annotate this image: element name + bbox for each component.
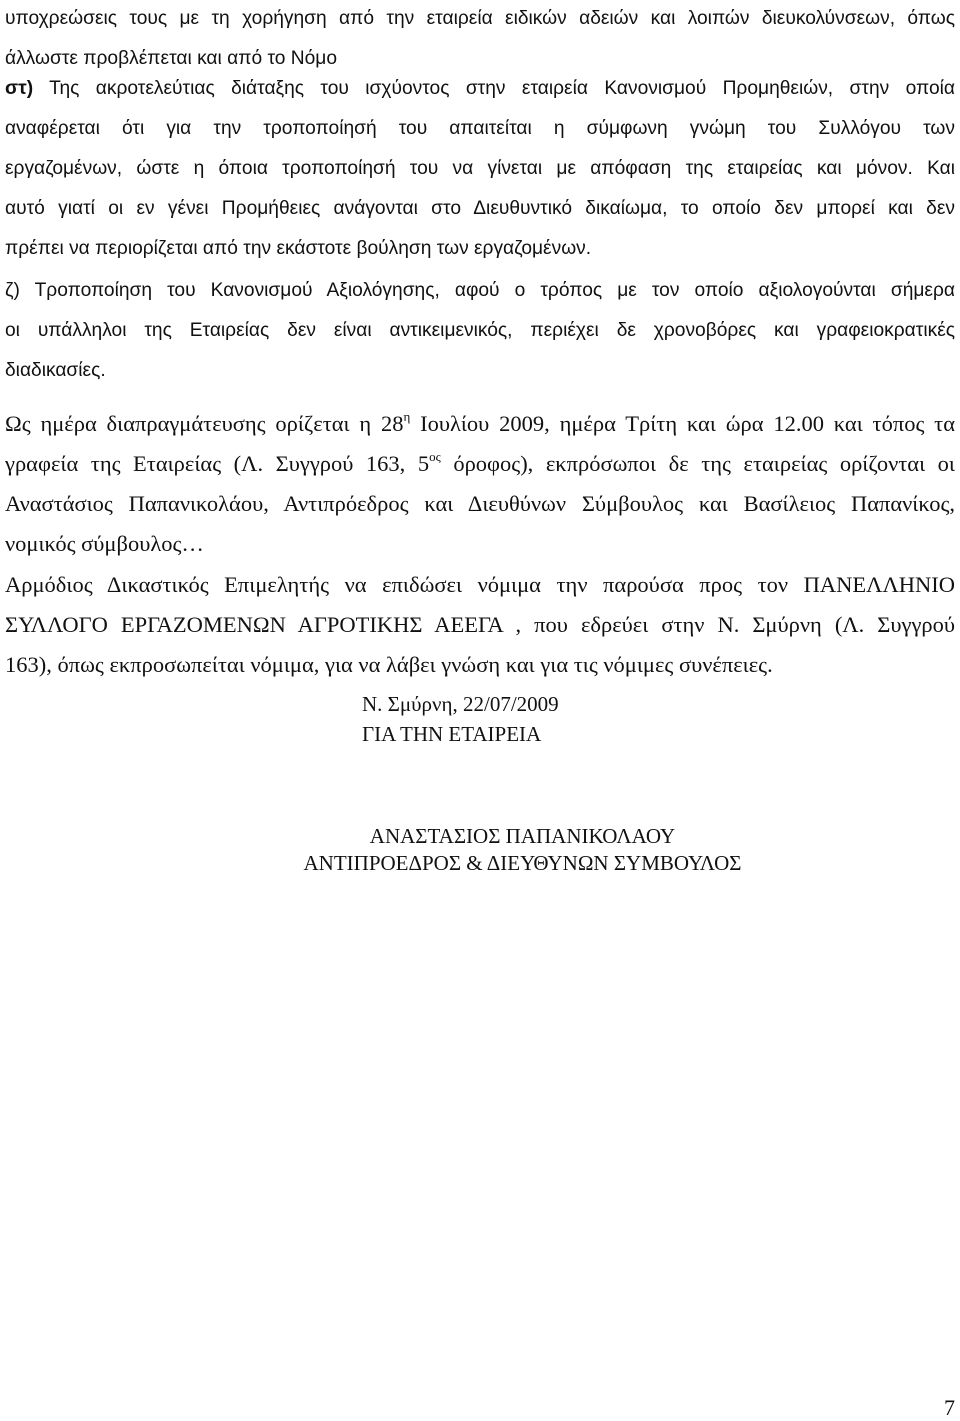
text-line: Αρμόδιος Δικαστικός Επιμελητής να επιδώσει νόμιμα την παρούσα προς τον ΠΑΝΕΛΛΗΝΙΟ [5,572,955,597]
paragraph-item-st [5,69,955,269]
text-line: ζ) Τροποποίηση του Κανονισμού Αξιολόγησης, αφού ο τρόπος με τον οποίο αξιολογούνται σήμερα [5,280,955,301]
paragraph-obligations-continued [5,0,955,79]
paragraph-item-z [5,271,955,391]
signatory-name: ΑΝΑΣΤΑΣΙΟΣ ΠΑΠΑΝΙΚΟΛΑΟΥ [369,824,676,848]
for-company: ΓΙΑ ΤΗΝ ΕΤΑΙΡΕΙΑ [362,722,542,746]
place-date: Ν. Σμύρνη, 22/07/2009 [362,692,559,716]
text-line: Αναστάσιος Παπανικολάου, Αντιπρόεδρος και Διευθύνων Σύμβουλος και Βασίλειος Παπανίκος, [5,491,955,516]
text-line: στ) Της ακροτελεύτιας διάταξης του ισχύοντος στην εταιρεία Κανονισμού Προμηθειών, στην οποία [5,78,955,99]
paragraph-negotiation-date [5,404,955,564]
page-number: 7 [944,1395,955,1420]
text-line: διαδικασίες. [5,360,106,381]
text-line: αυτό γιατί οι εν γένει Προμήθειες ανάγονται στο Διευθυντικό δικαίωμα, το οποίο δεν μπορεί και δεν [5,198,955,219]
signatory-title: ΑΝΤΙΠΡΟΕΔΡΟΣ & ΔΙΕΥΘΥΝΩΝ ΣΥΜΒΟΥΛΟΣ [303,851,742,875]
text-line: Ως ημέρα διαπραγμάτευσης ορίζεται η $28^\eta$ Ιουλίου 2009, ημέρα Τρίτη και ώρα 12.00 και τόπος τα [5,409,955,436]
text-line: ΣΥΛΛΟΓΟ ΕΡΓΑΖΟΜΕΝΩΝ ΑΓΡΟΤΙΚΗΣ ΑΕΕΓΑ , που εδρεύει στην Ν. Σμύρνη (Λ. Συγγρού [5,612,955,637]
closing-block [362,689,559,749]
text-line: 163), όπως εκπροσωπείται νόμιμα, για να λάβει γνώση και για τις νόμιμες συνέπειες. [5,652,773,677]
text-line: άλλωστε προβλέπεται και από το Νόμο [5,48,338,69]
text-line: πρέπει να περιορίζεται από την εκάστοτε βούληση των εργαζομένων. [5,238,592,259]
text-line: εργαζομένων, ώστε η όποια τροποποίησή του να γίνεται με απόφαση της εταιρείας και μόνον. Και [5,158,955,179]
text-line: νομικός σύμβουλος… [5,531,204,556]
item-label-st: στ) [5,78,34,99]
text-line: υποχρεώσεις τους με τη χορήγηση από την εταιρεία ειδικών αδειών και λοιπών διευκολύνσεων, όπως [5,8,955,29]
signature-block [0,823,960,877]
paragraph-bailiff [5,565,955,685]
text-line: αναφέρεται ότι για την τροποποίησή του απαιτείται η σύμφωνη γνώμη του Συλλόγου των [5,118,955,139]
text-line: οι υπάλληλοι της Εταιρείας δεν είναι αντικειμενικός, περιέχει δε χρονοβόρες και γραφειοκρατικές [5,320,955,341]
text-line: γραφεία της Εταιρείας (Λ. Συγγρού 163, $5^{o\varsigma}$ όροφος), εκπρόσωποι δε της εταιρείας ορίζονται οι [5,449,955,476]
